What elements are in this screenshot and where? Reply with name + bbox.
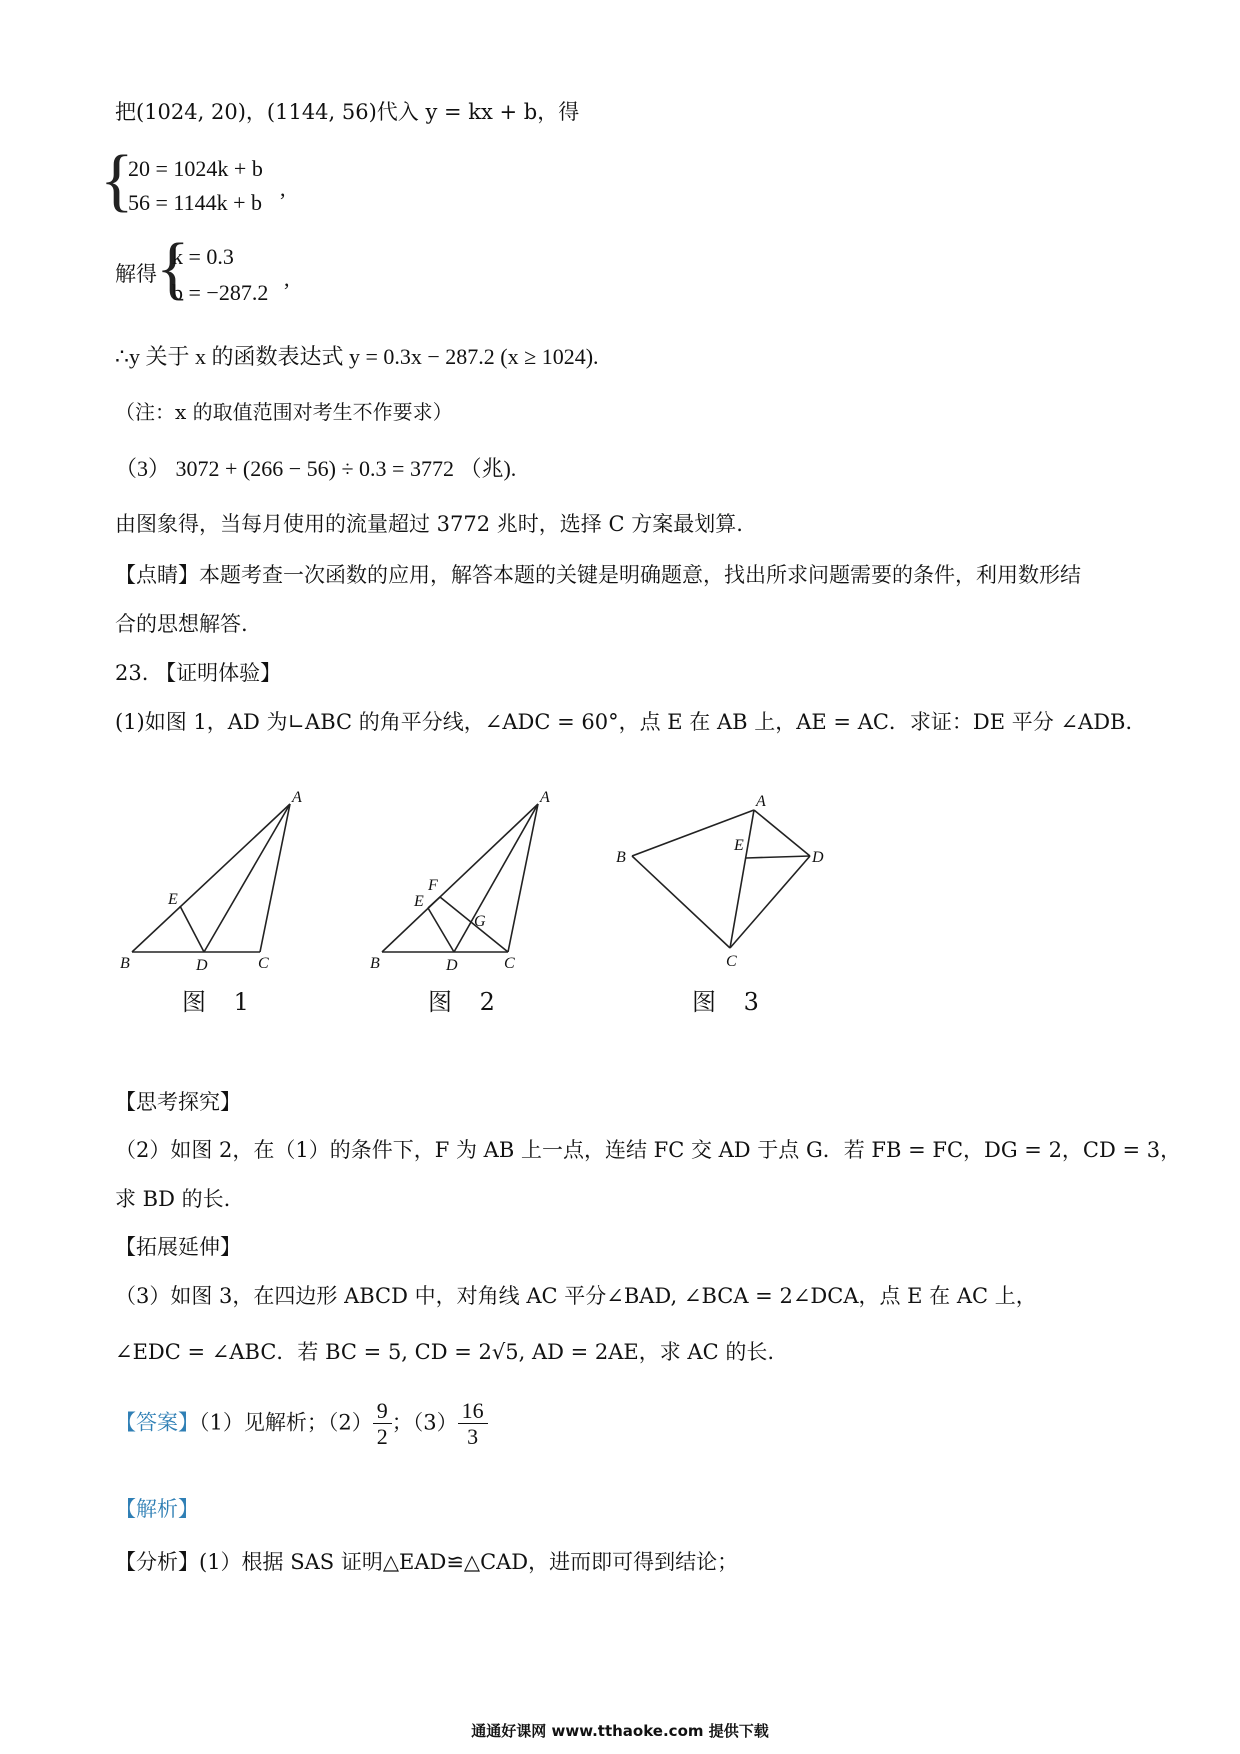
- fraction-numerator: 9: [373, 1398, 392, 1424]
- fig2-label-c: C: [504, 955, 515, 972]
- answer-fraction-2: [458, 1398, 488, 1450]
- note-line: （注：x 的取值范围对考生不作要求）: [115, 400, 453, 424]
- dianjing-line1: 【点睛】本题考查一次函数的应用，解答本题的关键是明确题意，找出所求问题需要的条件，利用数形结: [115, 563, 1081, 587]
- fraction-denominator: 3: [467, 1424, 479, 1450]
- problem-23-part2-line2: 求 BD 的长.: [115, 1187, 231, 1211]
- system1-comma: ,: [280, 176, 286, 201]
- section-extension-heading: 【拓展延伸】: [115, 1235, 241, 1259]
- dianjing-line2: 合的思想解答.: [115, 612, 248, 636]
- figure-3-caption: 图 3: [692, 988, 769, 1016]
- answer-line: [115, 1398, 488, 1450]
- fig2-label-e: E: [414, 893, 424, 910]
- figure-2-caption: 图 2: [428, 988, 505, 1016]
- fig3-label-e: E: [734, 837, 744, 854]
- part3-calc: （3） 3072 + (266 − 56) ÷ 0.3 = 3772 （兆).: [115, 456, 517, 481]
- analysis-part1: 【分析】(1）根据 SAS 证明△EAD≌△CAD，进而即可得到结论；: [115, 1550, 739, 1574]
- fraction-numerator: 16: [458, 1398, 488, 1424]
- system2-comma: ,: [284, 266, 290, 291]
- left-brace: {: [100, 142, 134, 219]
- system2-row1: k = 0.3: [172, 244, 234, 269]
- answer-tag: 【答案】: [115, 1410, 199, 1435]
- section-thinking-heading: 【思考探究】: [115, 1090, 241, 1114]
- fig3-label-b: B: [616, 849, 626, 866]
- fraction-denominator: 2: [376, 1424, 388, 1450]
- system1-row2: 56 = 1144k + b: [128, 190, 262, 215]
- page-footer: 通通好课网 www.tthaoke.com 提供下载: [471, 1722, 769, 1740]
- fig2-label-b: B: [370, 955, 380, 972]
- text-line-substitution: 把(1024, 20)，(1144, 56)代入 y = kx + b，得: [115, 100, 580, 124]
- fig1-label-e: E: [168, 891, 178, 908]
- figure-1: [120, 780, 320, 984]
- figure-3-diagram: [610, 780, 840, 980]
- figure-1-caption: 图 1: [182, 988, 259, 1016]
- answer-fraction-1: [373, 1398, 392, 1450]
- fig3-label-c: C: [726, 953, 737, 970]
- fig3-label-d: D: [812, 849, 824, 866]
- problem-23-heading: 23. 【证明体验】: [115, 661, 282, 685]
- answer-text-part2: ；（3）: [391, 1410, 458, 1435]
- analysis-tag: 【解析】: [115, 1497, 199, 1521]
- fig2-label-f: F: [428, 877, 438, 894]
- fig2-label-g: G: [474, 913, 486, 930]
- fig1-label-b: B: [120, 955, 130, 972]
- problem-23-part3-line2: ∠EDC = ∠ABC．若 BC = 5, CD = 2√5, AD = 2AE，求 AC 的长.: [115, 1340, 775, 1364]
- figure-1-diagram: [120, 780, 320, 980]
- function-expression: ∴y 关于 x 的函数表达式 y = 0.3x − 287.2 (x ≥ 1024).: [115, 344, 599, 369]
- fig2-label-a: A: [540, 789, 550, 806]
- problem-23-part3-line1: （3）如图 3，在四边形 ABCD 中，对角线 AC 平分∠BAD, ∠BCA = 2∠DCA，点 E 在 AC 上，: [115, 1284, 1037, 1308]
- fig3-label-a: A: [756, 793, 766, 810]
- left-brace: {: [156, 230, 190, 307]
- system2-row2: b = −287.2: [172, 280, 269, 305]
- fig1-label-a: A: [292, 789, 302, 806]
- fig2-label-d: D: [446, 957, 458, 974]
- figure-2-diagram: [370, 780, 570, 980]
- fig1-label-d: D: [196, 957, 208, 974]
- problem-23-part1: (1)如图 1，AD 为∟ABC 的角平分线，∠ADC = 60°，点 E 在 AB 上，AE = AC．求证：DE 平分 ∠ADB．: [115, 710, 1147, 734]
- answer-text-part1: （1）见解析；（2）: [199, 1410, 373, 1435]
- figure-3: [610, 780, 840, 984]
- conclusion-line: 由图象得，当每月使用的流量超过 3772 兆时，选择 C 方案最划算.: [115, 512, 743, 536]
- problem-23-part2-line1: （2）如图 2，在（1）的条件下，F 为 AB 上一点，连结 FC 交 AD 于点 G．若 FB = FC，DG = 2，CD = 3，: [115, 1138, 1182, 1162]
- fig1-label-c: C: [258, 955, 269, 972]
- system1-row1: 20 = 1024k + b: [128, 156, 263, 181]
- solve-prefix: 解得: [115, 262, 157, 286]
- figure-2: [370, 780, 570, 984]
